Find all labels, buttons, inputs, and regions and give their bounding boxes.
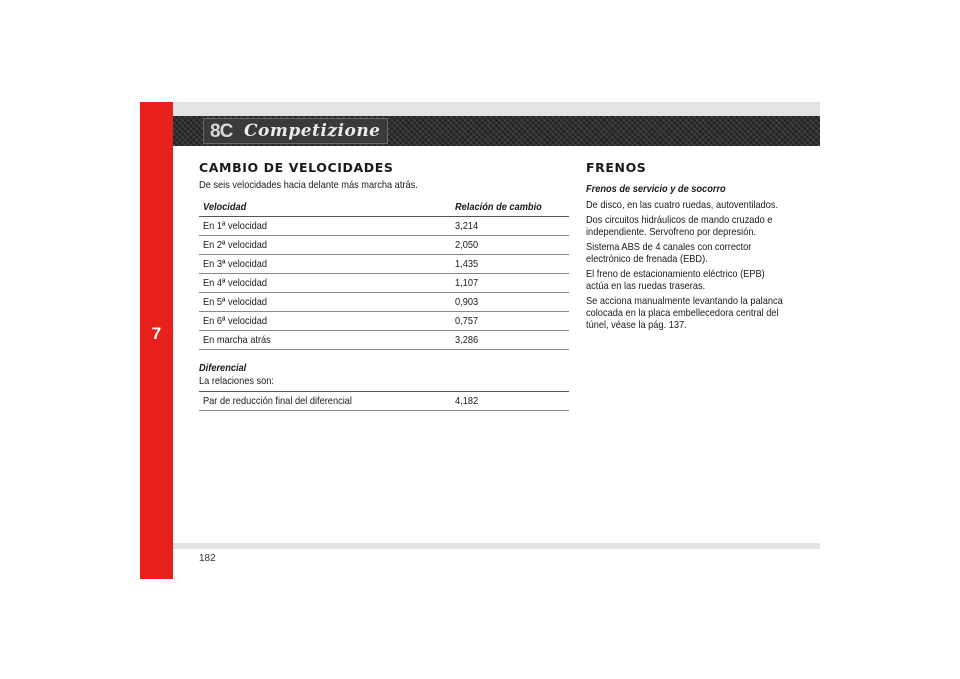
table-header-row	[199, 198, 569, 217]
brakes-paragraph: Dos circuitos hidráulicos de mando cruzado e independiente. Servofreno por depresión.	[586, 214, 773, 238]
column-header-gear: Velocidad	[199, 198, 451, 217]
header-bar	[173, 102, 820, 116]
table-row	[199, 312, 569, 331]
differential-table	[199, 391, 569, 411]
column-header-ratio: Relación de cambio	[451, 198, 569, 217]
table-row	[199, 331, 569, 350]
footer-bar	[173, 543, 820, 549]
page-number: 182	[199, 553, 216, 564]
brakes-paragraph: El freno de estacionamiento eléctrico (EPB) actúa en las ruedas traseras.	[586, 268, 765, 292]
brand-logo	[203, 118, 388, 144]
gear-label: En 4ª velocidad	[199, 274, 451, 293]
gear-ratio: 2,050	[451, 236, 569, 255]
section-title-gearbox: CAMBIO DE VELOCIDADES	[199, 160, 394, 175]
gear-ratio: 1,435	[451, 255, 569, 274]
table-row	[199, 255, 569, 274]
logo-mark: 8C	[210, 121, 233, 142]
differential-ratio: 4,182	[451, 392, 569, 411]
logo-wordmark: Competizione	[244, 121, 381, 141]
brakes-paragraph: De disco, en las cuatro ruedas, autoventilados.	[586, 199, 779, 211]
gear-label: En marcha atrás	[199, 331, 451, 350]
gearbox-intro: De seis velocidades hacia delante más marcha atrás.	[199, 179, 418, 191]
brakes-paragraph: Sistema ABS de 4 canales con corrector electrónico de frenada (EBD).	[586, 241, 752, 265]
gear-label: En 2ª velocidad	[199, 236, 451, 255]
gear-ratio-table	[199, 198, 569, 350]
brakes-paragraph: Se acciona manualmente levantando la palanca colocada en la placa embellecedora central del túnel, véase la pág. 137.	[586, 295, 783, 331]
gearbox-section	[199, 160, 569, 411]
table-row	[199, 236, 569, 255]
gear-label: En 3ª velocidad	[199, 255, 451, 274]
gear-ratio: 1,107	[451, 274, 569, 293]
brakes-subheading: Frenos de servicio y de socorro	[586, 183, 726, 195]
gear-ratio: 3,214	[451, 217, 569, 236]
differential-label: Par de reducción final del diferencial	[199, 392, 451, 411]
chapter-number: 7	[151, 324, 162, 343]
table-row	[199, 217, 569, 236]
gear-label: En 6ª velocidad	[199, 312, 451, 331]
table-row	[199, 392, 569, 411]
gear-ratio: 0,903	[451, 293, 569, 312]
gear-ratio: 3,286	[451, 331, 569, 350]
table-row	[199, 274, 569, 293]
brakes-section	[586, 160, 786, 331]
brand-banner	[173, 116, 820, 146]
differential-intro: La relaciones son:	[199, 375, 275, 387]
section-title-brakes: FRENOS	[586, 160, 647, 175]
chapter-sidebar	[140, 102, 173, 579]
gear-label: En 5ª velocidad	[199, 293, 451, 312]
gear-ratio: 0,757	[451, 312, 569, 331]
gear-label: En 1ª velocidad	[199, 217, 451, 236]
table-row	[199, 293, 569, 312]
differential-heading: Diferencial	[199, 362, 247, 374]
